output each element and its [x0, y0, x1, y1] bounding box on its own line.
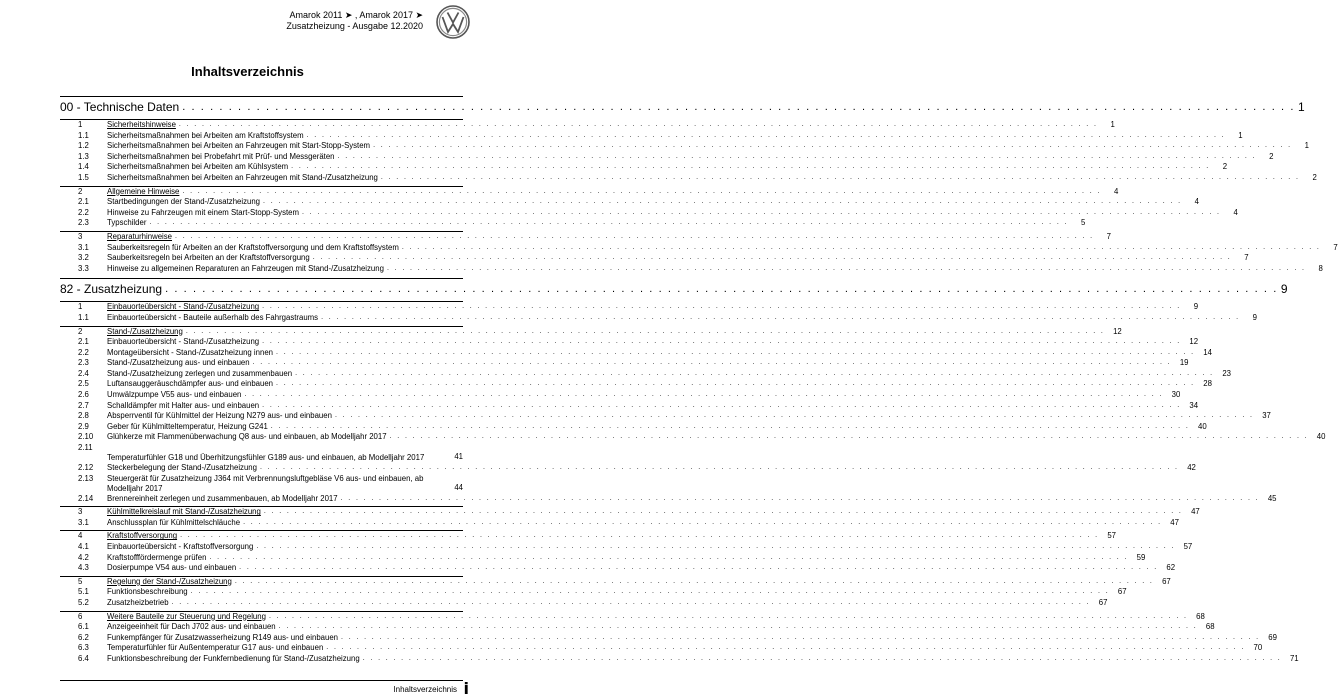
toc-entry	[60, 474, 463, 494]
toc-leader: . . . . . . . . . . . . . . . . . . . . . . . . . . . . . . . . . . . . . . . . . . . . . . . . . . . . . . . . . . . . . . . . . . . . . . . . . . . . . . . . . . . . . . . . . . . . . . . . . . . . . . . . . . . . . . . . . . . . . . . .	[256, 543, 1176, 550]
toc-entry	[60, 632, 1277, 644]
toc-entry	[60, 432, 1326, 443]
toc-chapter	[60, 506, 1200, 518]
toc-page-number: 2	[1269, 151, 1274, 161]
toc-entry	[60, 151, 1274, 163]
toc-page-number: 2	[1222, 162, 1228, 172]
toc-page-number: 57	[1183, 542, 1193, 551]
toc-number: 3.2	[78, 253, 89, 263]
toc-page-number: 70	[1253, 643, 1263, 653]
toc-number: 4.3	[78, 563, 89, 573]
toc-leader: . . . . . . . . . . . . . . . . . . . . . . . . . . . . . . . . . . . . . . . . . . . . . . . . . . . . . . . . . . . . . . . . . . . . . . . . . . . . . . . . . . . . . . . . . . . . . . . . . . . . . . . . . . . . . . . . . . . . . . . .	[190, 588, 1110, 596]
toc-number: 2.14	[78, 493, 94, 503]
toc-title: Sauberkeitsregeln für Arbeiten an der Kraftstoffversorgung und dem Kraftstoffsystem	[107, 242, 399, 252]
toc-page-number: 7	[1244, 253, 1249, 263]
toc-entry	[60, 197, 1199, 208]
toc-title: Einbauorteübersicht - Kraftstoffversorgung	[107, 542, 254, 551]
toc-page-number: 14	[1203, 347, 1212, 357]
toc-entry	[60, 622, 1215, 633]
toc-number: 2.4	[78, 368, 89, 378]
toc-leader: . . . . . . . . . . . . . . . . . . . . . . . . . . . . . . . . . . . . . . . . . . . . . . . . . . . . . . . . . . . . . . . . . . . . . . . . . . . . . . . . . . . . . . . . . . . . . . . . . . . . . . . . . . . . . . . . . . . . . . . .	[276, 380, 1195, 388]
toc-number: 3.1	[78, 242, 89, 252]
toc-number: 2.5	[78, 379, 89, 389]
toc-title: Zusatzheizbetrieb	[107, 597, 169, 607]
toc-page-number: 69	[1268, 632, 1277, 642]
toc-title: Regelung der Stand-/Zusatzheizung	[107, 576, 232, 586]
footer-label: Inhaltsverzeichnis	[393, 685, 457, 694]
toc-page-number: 59	[1136, 552, 1146, 562]
toc-entry	[60, 587, 1127, 598]
toc-title: Weitere Bauteile zur Steuerung und Regelung	[107, 611, 266, 621]
toc-leader: . . . . . . . . . . . . . . . . . . . . . . . . . . . . . . . . . . . . . . . . . . . . . . . . . . . . . . . . . . . . . . . . . . . . . . . . . . . . . . . . . . . . . . . . . . . . . . . . . . . . . . . . . . . . . . . . . . . . . . . .	[301, 208, 1221, 216]
toc-title: Anzeigeeinheit für Dach J702 aus- und einbauen	[107, 622, 276, 632]
toc-number: 2.6	[78, 390, 89, 400]
toc-page-number: 9	[1280, 282, 1288, 297]
toc-number: 2	[78, 186, 83, 196]
toc-number: 1.5	[78, 172, 89, 182]
toc-leader: . . . . . . . . . . . . . . . . . . . . . . . . . . . . . . . . . . . . . . . . . . . . . . . . . . . . . . . . . . . . . . . . . . . . . . . . . . . . . . . . . . . . . . . . . . . . . . . . . . . . . . . . . . . . . . . . . . . . . . . .	[295, 369, 1214, 377]
toc-entry	[60, 443, 463, 463]
toc-page-number: 4	[1113, 186, 1119, 196]
toc-leader: . . . . . . . . . . . . . . . . . . . . . . . . . . . . . . . . . . . . . . . . . . . . . . . . . . . . . . . . . . . . . . . . . . . . . . . . . . . . . . . . . . . . . . . . . . . . . . . . . . . . . . . . . . . . . . . . . . . . . . . .	[263, 198, 1182, 206]
toc-number: 2.12	[78, 463, 94, 473]
toc-title: Brennereinheit zerlegen und zusammenbauen, ab Modelljahr 2017	[107, 493, 338, 503]
toc-number: 2.2	[78, 347, 89, 357]
toc-number: 4.2	[78, 552, 89, 562]
toc-leader: . . . . . . . . . . . . . . . . . . . . . . . . . . . . . . . . . . . . . . . . . . . . . . . . . . . . . . . . . . . . . . . . . . . . . . . . . . . . . . . . . . . . . . . . . . . . . . . . . . . . . . . . . . . . . . . . . . . . . . . .	[278, 623, 1198, 631]
footer-divider	[60, 680, 463, 681]
toc-title: Glühkerze mit Flammenüberwachung Q8 aus- und einbauen, ab Modelljahr 2017	[107, 432, 387, 442]
toc-page-number: 47	[1170, 517, 1179, 527]
toc-page-number: 45	[1267, 493, 1277, 503]
toc-entry	[60, 253, 1249, 264]
toc-page-number: 1	[1298, 100, 1305, 114]
toc-leader: . . . . . . . . . . . . . . . . . . . . . . . . . . . . . . . . . . . . . . . . . . . . . . . . . . . . . . . . . . . . . . . . . . . . . . . . . . . . . . . . . . . . . . . . . . . . . . . . . . . . . . . . . . . . . . . . . . . . . . . .	[149, 219, 1069, 227]
toc-number: 3.3	[78, 263, 89, 273]
toc-entry	[60, 358, 1189, 369]
toc-title: Kraftstofffördermenge prüfen	[107, 552, 207, 562]
toc-number: 6.2	[78, 632, 89, 642]
toc-page-number: 67	[1098, 597, 1108, 607]
toc-page-number: 12	[1189, 337, 1199, 347]
toc-number: 1.4	[78, 162, 89, 172]
toc-page-number: 1	[1304, 141, 1309, 151]
toc-title: Allgemeine Hinweise	[107, 186, 180, 196]
toc-chapter	[60, 326, 1122, 338]
toc-leader: . . . . . . . . . . . . . . . . . . . . . . . . . . . . . . . . . . . . . . . . . . . . . . . . . . . . . . . . . . . . . . . . . . . . . . . . . . . . . . . . . . . . . . . . . . . . . . . . . . . . . . . . . . . . . . . . . . . . . . . .	[243, 518, 1162, 526]
toc-number: 1	[78, 120, 83, 129]
toc-title: Umwälzpumpe V55 aus- und einbauen	[107, 390, 242, 400]
toc-number: 2.3	[78, 358, 89, 368]
toc-entry	[60, 312, 1257, 324]
toc-chapter	[60, 576, 1171, 588]
toc-title: Hinweise zu allgemeinen Reparaturen an Fahrzeugen mit Stand-/Zusatzheizung	[107, 263, 384, 273]
toc-title: Reparaturhinweise	[107, 231, 173, 241]
toc-title: Luftansauggeräuschdämpfer aus- und einbauen	[107, 379, 274, 389]
toc-page-number: 37	[1262, 411, 1271, 421]
toc-section	[60, 278, 1288, 299]
toc-page-number: 4	[1233, 207, 1238, 217]
toc-chapter	[60, 119, 1115, 131]
toc-page-number: 68	[1196, 611, 1205, 621]
toc-entry	[60, 411, 1271, 422]
toc-title: Sicherheitsmaßnahmen bei Probefahrt mit Prüf- und Messgeräten	[107, 151, 335, 161]
toc-number: 3	[78, 231, 83, 241]
toc-chapter	[60, 530, 1116, 542]
toc-leader: . . . . . . . . . . . . . . . . . . . . . . . . . . . . . . . . . . . . . . . . . . . . . . . . . . . . . . . . . . . . . . . . . . . . . . . . . . . . . . . . . . . . . . . . . . . . . . . . . . . . . . . . . . . . . . . . . . . . . . . .	[340, 494, 1260, 502]
toc-title: Stand-/Zusatzheizung zerlegen und zusammenbauen	[107, 368, 293, 378]
toc-number: 5.1	[78, 587, 89, 597]
toc-leader: . . . . . . . . . . . . . . . . . . . . . . . . . . . . . . . . . . . . . . . . . . . . . . . . . . . . . . . . . . . . . . . . . . . . . . . . . . . . . . . . . . . . . . . . . . . . . . . . . . . . . . . . . . . . . . . . . . . . . . . .	[321, 313, 1240, 321]
toc-leader: . . . . . . . . . . . . . . . . . . . . . . . . . . . . . . . . . . . . . . . . . . . . . . . . . . . . . . . . . . . . . . . . . . . . . . . . . . . . . . . . . . . . . . . . . . . . . . . . . . . . . . . . . . . . . . . . . . . . . . . .	[175, 232, 1094, 240]
toc-entry	[60, 141, 1309, 152]
toc-chapter	[60, 186, 1119, 198]
toc-number: 6.4	[78, 653, 89, 663]
toc-title: Anschlussplan für Kühlmittelschläuche	[107, 517, 241, 527]
toc-entry	[60, 653, 1299, 665]
toc-number: 2.3	[78, 218, 89, 228]
toc-leader: . . . . . . . . . . . . . . . . . . . . . . . . . . . . . . . . . . . . . . . . . . . . . . . . . . . . . . . . . . . . . . . . . . . . . . . . . . . . . . . . . . . . . . . . . . . . . . . . . . . . . . . . . . . . . . . . . . . . . . . .	[171, 598, 1091, 606]
toc-number: 6.1	[78, 622, 89, 632]
toc-number: 2.13	[78, 473, 94, 483]
toc-title: Stand-/Zusatzheizung aus- und einbauen	[107, 358, 250, 368]
toc-number: 2.7	[78, 400, 89, 410]
toc-chapter	[60, 301, 1199, 313]
toc-title: Einbauorteübersicht - Bauteile außerhalb des Fahrgastraums	[107, 312, 319, 322]
toc-leader: . . . . . . . . . . . . . . . . . . . . . . . . . . . . . . . . . . . . . . . . . . . . . . . . . . . . . . . . . . . . . . . . . . . . . . . . . . . . . . . . . . . . . . . . . . . . . . . . . . . . . . . . . . . . . . . . . . . . . . . .	[268, 612, 1188, 620]
model-line: Amarok 2011 ➤ , Amarok 2017 ➤	[289, 10, 423, 20]
toc-page-number: 41	[454, 452, 463, 462]
toc-page-number: 62	[1166, 563, 1176, 573]
toc-title: Sicherheitsmaßnahmen bei Arbeiten am Kraftstoffsystem	[107, 130, 304, 140]
toc-page-number: 47	[1191, 507, 1200, 517]
toc-title: Steckerbelegung der Stand-/Zusatzheizung	[107, 463, 257, 473]
document-title: Inhaltsverzeichnis	[191, 64, 304, 79]
footer-page-mark: i	[463, 679, 469, 698]
toc-page-number: 42	[1187, 463, 1196, 473]
toc-number: 1	[78, 302, 83, 312]
toc-title: Temperaturfühler G18 und Überhitzungsfühler G189 aus- und einbauen, ab Modelljahr 2017	[107, 453, 425, 463]
toc-number: 1.3	[78, 151, 89, 161]
toc-number: 4	[78, 531, 83, 541]
toc-entry	[60, 493, 1277, 505]
toc-page-number: 9	[1193, 302, 1199, 312]
toc-leader: . . . . . . . . . . . . . . . . . . . . . . . . . . . . . . . . . . . . . . . . . . . . . . . . . . . . . . . . . . . . . . . . . . . . . . . . . . . . . . . . . . . . . . . . . . . . . . . . . . . . . . . . . . . . . . . . . . . . . . . .	[306, 131, 1226, 139]
toc-entry	[60, 207, 1238, 219]
toc-section	[60, 96, 1305, 117]
toc-title: Sauberkeitsregeln bei Arbeiten an der Kraftstoffversorgung	[107, 253, 310, 263]
toc-entry	[60, 218, 1086, 229]
toc-number: 2.10	[78, 432, 94, 442]
toc-leader: . . . . . . . . . . . . . . . . . . . . . . . . . . . . . . . . . . . . . . . . . . . . . . . . . . . . . . . . . . . . . . . . . . . . . . . . . . . . . . . . . . . . . . . . . . . . . . . . . . . . . . . . . . . . . . . . . . . . . . . .	[182, 101, 1296, 113]
toc-number: 6.3	[78, 643, 89, 653]
toc-entry	[60, 421, 1207, 433]
toc-leader: . . . . . . . . . . . . . . . . . . . . . . . . . . . . . . . . . . . . . . . . . . . . . . . . . . . . . . . . . . . . . . . . . . . . . . . . . . . . . . . . . . . . . . . . . . . . . . . . . . . . . . . . . . . . . . . . . . . . . . . .	[263, 508, 1183, 516]
table-of-contents	[60, 92, 1338, 665]
toc-page-number: 9	[1252, 312, 1257, 322]
toc-title: Dosierpumpe V54 aus- und einbauen	[107, 563, 237, 573]
toc-leader: . . . . . . . . . . . . . . . . . . . . . . . . . . . . . . . . . . . . . . . . . . . . . . . . . . . . . . . . . . . . . . . . . . . . . . . . . . . . . . . . . . . . . . . . . . . . . . . . . . . . . . . . . . . . . . . . . . . . . . . .	[185, 327, 1105, 335]
toc-title: Einbauorteübersicht - Stand-/Zusatzheizung	[107, 337, 260, 347]
toc-leader: . . . . . . . . . . . . . . . . . . . . . . . . . . . . . . . . . . . . . . . . . . . . . . . . . . . . . . . . . . . . . . . . . . . . . . . . . . . . . . . . . . . . . . . . . . . . . . . . . . . . . . . . . . . . . . . . . . . . . . . .	[262, 338, 1182, 346]
toc-leader: . . . . . . . . . . . . . . . . . . . . . . . . . . . . . . . . . . . . . . . . . . . . . . . . . . . . . . . . . . . . . . . . . . . . . . . . . . . . . . . . . . . . . . . . . . . . . . . . . . . . . . . . . . . . . . . . . . . . . . . .	[291, 163, 1211, 171]
toc-leader: . . . . . . . . . . . . . . . . . . . . . . . . . . . . . . . . . . . . . . . . . . . . . . . . . . . . . . . . . . . . . . . . . . . . . . . . . . . . . . . . . . . . . . . . . . . . . . . . . . . . . . . . . . . . . . . . . . . . . . . .	[178, 121, 1098, 128]
toc-entry	[60, 379, 1212, 390]
toc-number: 5.2	[78, 597, 89, 607]
toc-leader: . . . . . . . . . . . . . . . . . . . . . . . . . . . . . . . . . . . . . . . . . . . . . . . . . . . . . . . . . . . . . . . . . . . . . . . . . . . . . . . . . . . . . . . . . . . . . . . . . . . . . . . . . . . . . . . . . . . . . . . .	[259, 464, 1179, 472]
toc-title: Montageübersicht - Stand-/Zusatzheizung innen	[107, 347, 273, 357]
toc-title: Sicherheitsmaßnahmen bei Arbeiten an Fahrzeugen mit Stand-/Zusatzheizung	[107, 172, 378, 182]
toc-leader: . . . . . . . . . . . . . . . . . . . . . . . . . . . . . . . . . . . . . . . . . . . . . . . . . . . . . . . . . . . . . . . . . . . . . . . . . . . . . . . . . . . . . . . . . . . . . . . . . . . . . . . . . . . . . . . . . . . . . . . .	[165, 283, 1278, 296]
toc-number: 2	[78, 326, 83, 336]
toc-title: Sicherheitsmaßnahmen bei Arbeiten an Fahrzeugen mit Start-Stopp-System	[107, 141, 371, 151]
toc-title: Stand-/Zusatzheizung	[107, 326, 183, 336]
toc-leader: . . . . . . . . . . . . . . . . . . . . . . . . . . . . . . . . . . . . . . . . . . . . . . . . . . . . . . . . . . . . . . . . . . . . . . . . . . . . . . . . . . . . . . . . . . . . . . . . . . . . . . . . . . . . . . . . . . . . . . . .	[373, 142, 1292, 150]
toc-leader: . . . . . . . . . . . . . . . . . . . . . . . . . . . . . . . . . . . . . . . . . . . . . . . . . . . . . . . . . . . . . . . . . . . . . . . . . . . . . . . . . . . . . . . . . . . . . . . . . . . . . . . . . . . . . . . . . . . . . . . .	[362, 654, 1282, 662]
toc-page-number: 12	[1113, 326, 1122, 336]
toc-number: 3.1	[78, 517, 89, 527]
toc-title: Temperaturfühler für Außentemperatur G17 aus- und einbauen	[107, 643, 324, 653]
toc-page-number: 57	[1107, 531, 1116, 541]
toc-entry	[60, 643, 1263, 654]
toc-leader: . . . . . . . . . . . . . . . . . . . . . . . . . . . . . . . . . . . . . . . . . . . . . . . . . . . . . . . . . . . . . . . . . . . . . . . . . . . . . . . . . . . . . . . . . . . . . . . . . . . . . . . . . . . . . . . . . . . . . . . .	[244, 391, 1164, 399]
toc-title: Typschilder	[107, 218, 147, 228]
toc-title: Sicherheitshinweise	[107, 120, 176, 129]
toc-leader: . . . . . . . . . . . . . . . . . . . . . . . . . . . . . . . . . . . . . . . . . . . . . . . . . . . . . . . . . . . . . . . . . . . . . . . . . . . . . . . . . . . . . . . . . . . . . . . . . . . . . . . . . . . . . . . . . . . . . . . .	[270, 422, 1190, 430]
document-header	[286, 10, 423, 32]
toc-page-number: 7	[1106, 231, 1111, 241]
toc-page-number: 71	[1289, 653, 1299, 663]
toc-leader: . . . . . . . . . . . . . . . . . . . . . . . . . . . . . . . . . . . . . . . . . . . . . . . . . . . . . . . . . . . . . . . . . . . . . . . . . . . . . . . . . . . . . . . . . . . . . . . . . . . . . . . . . . . . . . . . . . . . . . . .	[182, 187, 1102, 195]
toc-entry	[60, 463, 1196, 474]
toc-number: 1.1	[78, 312, 89, 322]
toc-page-number: 40	[1316, 432, 1326, 442]
toc-page-number: 4	[1194, 197, 1199, 207]
toc-page-number: 5	[1081, 218, 1086, 228]
toc-title: Kraftstoffversorgung	[107, 531, 178, 541]
toc-leader: . . . . . . . . . . . . . . . . . . . . . . . . . . . . . . . . . . . . . . . . . . . . . . . . . . . . . . . . . . . . . . . . . . . . . . . . . . . . . . . . . . . . . . . . . . . . . . . . . . . . . . . . . . . . . . . . . . . . . . . .	[341, 633, 1260, 641]
toc-page-number: 67	[1162, 576, 1171, 586]
toc-leader: . . . . . . . . . . . . . . . . . . . . . . . . . . . . . . . . . . . . . . . . . . . . . . . . . . . . . . . . . . . . . . . . . . . . . . . . . . . . . . . . . . . . . . . . . . . . . . . . . . . . . . . . . . . . . . . . . . . . . . . .	[239, 564, 1159, 572]
toc-entry	[60, 337, 1199, 348]
toc-number: 2.11	[78, 443, 93, 453]
toc-page-number: 30	[1171, 390, 1181, 400]
toc-number: 1.2	[78, 141, 89, 151]
toc-title: Steuergerät für Zusatzheizung J364 mit Verbrennungsluftgebläse V6 aus- und einbauen, ab Modelljahr 2017	[107, 473, 424, 493]
toc-entry	[60, 552, 1146, 564]
toc-number: 4.1	[78, 542, 89, 551]
toc-leader: . . . . . . . . . . . . . . . . . . . . . . . . . . . . . . . . . . . . . . . . . . . . . . . . . . . . . . . . . . . . . . . . . . . . . . . . . . . . . . . . . . . . . . . . . . . . . . . . . . . . . . . . . . . . . . . . . . . . . . . .	[386, 264, 1306, 272]
toc-page-number: 2	[1312, 172, 1317, 182]
toc-entry	[60, 347, 1212, 359]
toc-page-number: 1	[1110, 120, 1115, 129]
toc-number: 2.2	[78, 207, 89, 217]
toc-leader: . . . . . . . . . . . . . . . . . . . . . . . . . . . . . . . . . . . . . . . . . . . . . . . . . . . . . . . . . . . . . . . . . . . . . . . . . . . . . . . . . . . . . . . . . . . . . . . . . . . . . . . . . . . . . . . . . . . . . . . .	[389, 433, 1309, 441]
toc-leader: . . . . . . . . . . . . . . . . . . . . . . . . . . . . . . . . . . . . . . . . . . . . . . . . . . . . . . . . . . . . . . . . . . . . . . . . . . . . . . . . . . . . . . . . . . . . . . . . . . . . . . . . . . . . . . . . . . . . . . . .	[262, 401, 1182, 409]
toc-entry	[60, 400, 1199, 412]
toc-number: 2.1	[78, 197, 89, 207]
toc-title: Funkempfänger für Zusatzwasserheizung R149 aus- und einbauen	[107, 632, 339, 642]
toc-title: Funktionsbeschreibung der Funkfernbedienung für Stand-/Zusatzheizung	[107, 653, 360, 663]
toc-section-title: 00 - Technische Daten	[60, 100, 180, 114]
toc-number: 1.1	[78, 130, 89, 140]
toc-page-number: 68	[1205, 622, 1215, 632]
vw-logo-icon	[436, 5, 470, 39]
toc-page-number: 8	[1318, 263, 1323, 273]
toc-leader: . . . . . . . . . . . . . . . . . . . . . . . . . . . . . . . . . . . . . . . . . . . . . . . . . . . . . . . . . . . . . . . . . . . . . . . . . . . . . . . . . . . . . . . . . . . . . . . . . . . . . . . . . . . . . . . . . . . . . . . .	[252, 359, 1172, 367]
toc-number: 3	[78, 507, 83, 517]
toc-leader: . . . . . . . . . . . . . . . . . . . . . . . . . . . . . . . . . . . . . . . . . . . . . . . . . . . . . . . . . . . . . . . . . . . . . . . . . . . . . . . . . . . . . . . . . . . . . . . . . . . . . . . . . . . . . . . . . . . . . . . .	[276, 348, 1195, 356]
toc-leader: . . . . . . . . . . . . . . . . . . . . . . . . . . . . . . . . . . . . . . . . . . . . . . . . . . . . . . . . . . . . . . . . . . . . . . . . . . . . . . . . . . . . . . . . . . . . . . . . . . . . . . . . . . . . . . . . . . . . . . . .	[234, 577, 1154, 585]
toc-page-number: 67	[1117, 587, 1127, 597]
toc-entry	[60, 172, 1317, 184]
toc-page-number: 40	[1198, 421, 1207, 431]
toc-title: Einbauorteübersicht - Stand-/Zusatzheizung	[107, 302, 260, 312]
toc-title: Sicherheitsmaßnahmen bei Arbeiten am Kühlsystem	[107, 162, 289, 172]
edition-line: Zusatzheizung - Ausgabe 12.2020	[286, 21, 423, 31]
toc-page-number: 19	[1179, 358, 1189, 368]
toc-title: Startbedingungen der Stand-/Zusatzheizung	[107, 197, 261, 207]
toc-entry	[60, 368, 1231, 380]
toc-title: Absperrventil für Kühlmittel der Heizung N279 aus- und einbauen	[107, 411, 332, 421]
toc-number: 2.9	[78, 421, 89, 431]
toc-page-number: 28	[1203, 379, 1212, 389]
toc-section-title: 82 - Zusatzheizung	[60, 282, 163, 297]
toc-page-number: 34	[1189, 400, 1199, 410]
toc-number: 5	[78, 576, 83, 586]
toc-number: 6	[78, 611, 83, 621]
toc-entry	[60, 597, 1108, 609]
toc-leader: . . . . . . . . . . . . . . . . . . . . . . . . . . . . . . . . . . . . . . . . . . . . . . . . . . . . . . . . . . . . . . . . . . . . . . . . . . . . . . . . . . . . . . . . . . . . . . . . . . . . . . . . . . . . . . . . . . . . . . . .	[312, 254, 1232, 262]
toc-number: 2.1	[78, 337, 89, 347]
toc-entry	[60, 542, 1193, 553]
toc-entry	[60, 263, 1323, 275]
toc-title: Schalldämpfer mit Halter aus- und einbauen	[107, 400, 260, 410]
toc-page-number: 1	[1238, 130, 1243, 140]
toc-entry	[60, 390, 1181, 401]
toc-entry	[60, 130, 1243, 142]
toc-leader: . . . . . . . . . . . . . . . . . . . . . . . . . . . . . . . . . . . . . . . . . . . . . . . . . . . . . . . . . . . . . . . . . . . . . . . . . . . . . . . . . . . . . . . . . . . . . . . . . . . . . . . . . . . . . . . . . . . . . . . .	[334, 412, 1254, 420]
toc-leader: . . . . . . . . . . . . . . . . . . . . . . . . . . . . . . . . . . . . . . . . . . . . . . . . . . . . . . . . . . . . . . . . . . . . . . . . . . . . . . . . . . . . . . . . . . . . . . . . . . . . . . . . . . . . . . . . . . . . . . . .	[262, 303, 1182, 311]
toc-page-number: 7	[1333, 242, 1338, 252]
toc-entry	[60, 242, 1338, 254]
toc-number: 2.8	[78, 411, 89, 421]
toc-entry	[60, 517, 1179, 529]
toc-page-number: 44	[454, 483, 463, 493]
toc-title: Funktionsbeschreibung	[107, 587, 188, 597]
toc-leader: . . . . . . . . . . . . . . . . . . . . . . . . . . . . . . . . . . . . . . . . . . . . . . . . . . . . . . . . . . . . . . . . . . . . . . . . . . . . . . . . . . . . . . . . . . . . . . . . . . . . . . . . . . . . . . . . . . . . . . . .	[380, 173, 1300, 181]
toc-title: Kühlmittelkreislauf mit Stand-/Zusatzheizung	[107, 507, 261, 517]
toc-leader: . . . . . . . . . . . . . . . . . . . . . . . . . . . . . . . . . . . . . . . . . . . . . . . . . . . . . . . . . . . . . . . . . . . . . . . . . . . . . . . . . . . . . . . . . . . . . . . . . . . . . . . . . . . . . . . . . . . . . . . .	[209, 553, 1129, 561]
toc-leader: . . . . . . . . . . . . . . . . . . . . . . . . . . . . . . . . . . . . . . . . . . . . . . . . . . . . . . . . . . . . . . . . . . . . . . . . . . . . . . . . . . . . . . . . . . . . . . . . . . . . . . . . . . . . . . . . . . . . . . . .	[401, 243, 1321, 251]
toc-page-number: 23	[1222, 368, 1231, 378]
toc-leader: . . . . . . . . . . . . . . . . . . . . . . . . . . . . . . . . . . . . . . . . . . . . . . . . . . . . . . . . . . . . . . . . . . . . . . . . . . . . . . . . . . . . . . . . . . . . . . . . . . . . . . . . . . . . . . . . . . . . . . . .	[180, 532, 1099, 540]
toc-title: Hinweise zu Fahrzeugen mit einem Start-Stopp-System	[107, 207, 299, 217]
toc-entry	[60, 162, 1228, 173]
toc-entry	[60, 563, 1176, 574]
toc-chapter	[60, 611, 1205, 623]
toc-leader: . . . . . . . . . . . . . . . . . . . . . . . . . . . . . . . . . . . . . . . . . . . . . . . . . . . . . . . . . . . . . . . . . . . . . . . . . . . . . . . . . . . . . . . . . . . . . . . . . . . . . . . . . . . . . . . . . . . . . . . .	[326, 644, 1246, 652]
toc-chapter	[60, 231, 1111, 243]
toc-title: Geber für Kühlmitteltemperatur, Heizung G241	[107, 421, 268, 431]
toc-leader: . . . . . . . . . . . . . . . . . . . . . . . . . . . . . . . . . . . . . . . . . . . . . . . . . . . . . . . . . . . . . . . . . . . . . . . . . . . . . . . . . . . . . . . . . . . . . . . . . . . . . . . . . . . . . . . . . . . . . . . .	[337, 152, 1257, 160]
